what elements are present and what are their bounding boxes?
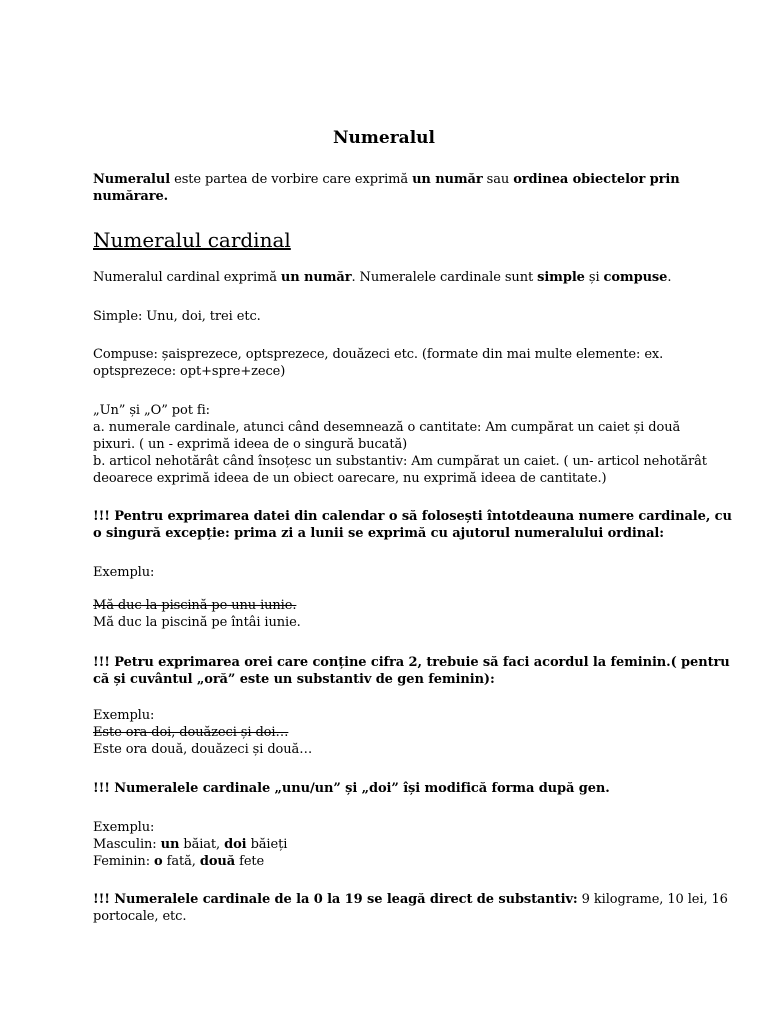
un-o-paragraph xyxy=(93,402,707,487)
rule-0-19-paragraph xyxy=(93,891,728,925)
un-o-line-5: deoarece exprimă ideea de un obiect oarecare, nu exprimă ideea de cantitate.) xyxy=(93,471,607,486)
example-date-label: Exemplu: xyxy=(93,565,155,580)
un-o-line-4: b. articol nehotărât când însoțesc un substantiv: Am cumpărat un caiet. ( un- articol nehotărât xyxy=(93,454,707,469)
example-gender xyxy=(93,819,683,870)
compuse-line-1: Compuse: șaisprezece, optsprezece, douăzeci etc. (formate din mai multe elemente: ex. xyxy=(93,347,664,362)
example-date xyxy=(93,597,683,631)
section-heading: Numeralul cardinal xyxy=(93,228,291,252)
example-date-wrong: Mă duc la piscină pe unu iunie. xyxy=(93,598,297,613)
feminin-prefix: Feminin: xyxy=(93,854,155,869)
example-gender-label: Exemplu: xyxy=(93,820,155,835)
example-hour-correct: Este ora două, douăzeci și două… xyxy=(93,742,313,757)
page-title: Numeralul xyxy=(333,128,435,148)
compuse-line-2: optsprezece: opt+spre+zece) xyxy=(93,364,286,379)
masculin-prefix: Masculin: xyxy=(93,837,161,852)
def-text-3: și xyxy=(584,270,604,285)
def-bold-3: compuse xyxy=(603,270,668,285)
intro-bold-number: un număr xyxy=(412,172,483,187)
def-bold-1: un număr xyxy=(280,270,352,285)
intro-bold-order: ordinea obiectelor prin xyxy=(513,172,680,187)
definition-paragraph xyxy=(93,269,683,286)
def-bold-2: simple xyxy=(537,270,585,285)
intro-bold-end: numărare. xyxy=(93,189,169,204)
example-date-correct: Mă duc la piscină pe întâi iunie. xyxy=(93,615,301,630)
rule-gender-paragraph: !!! Numeralele cardinale „unu/un” și „doi” își modifică forma după gen. xyxy=(93,781,610,796)
feminin-bold-1: o xyxy=(154,854,163,869)
def-text-4: . xyxy=(667,270,672,285)
example-hour-label: Exemplu: xyxy=(93,708,155,723)
rule-hour-line-2: că și cuvântul „oră” este un substantiv de gen feminin): xyxy=(93,672,495,687)
example-hour-wrong: Este ora doi, douăzeci și doi… xyxy=(93,725,289,740)
masculin-text-1: băiat, xyxy=(179,837,225,852)
intro-bold-term: Numeralul xyxy=(93,172,171,187)
masculin-bold-2: doi xyxy=(224,837,247,852)
intro-text: este partea de vorbire care exprimă xyxy=(170,172,413,187)
rule-0-19-line-2: portocale, etc. xyxy=(93,909,187,924)
feminin-text-1: fată, xyxy=(162,854,200,869)
example-hour xyxy=(93,707,683,758)
masculin-text-2: băieți xyxy=(246,837,288,852)
feminin-bold-2: două xyxy=(199,854,236,869)
intro-text-2: sau xyxy=(482,172,514,187)
rule-hour-paragraph xyxy=(93,654,730,688)
rule-date-line-1: !!! Pentru exprimarea datei din calendar o să folosești întotdeauna numere cardinale, cu xyxy=(93,509,732,524)
simple-paragraph: Simple: Unu, doi, trei etc. xyxy=(93,309,261,324)
feminin-text-2: fete xyxy=(235,854,265,869)
intro-paragraph xyxy=(93,171,683,205)
un-o-line-3: pixuri. ( un - exprimă ideea de o singură bucată) xyxy=(93,437,408,452)
def-text-1: Numeralul cardinal exprimă xyxy=(93,270,281,285)
un-o-line-2: a. numerale cardinale, atunci când desemnează o cantitate: Am cumpărat un caiet și două xyxy=(93,420,681,435)
compuse-paragraph xyxy=(93,346,683,380)
rule-0-19-text: 9 kilograme, 10 lei, 16 xyxy=(577,892,728,907)
masculin-bold-1: un xyxy=(160,837,180,852)
rule-hour-line-1: !!! Petru exprimarea orei care conține cifra 2, trebuie să faci acordul la feminin.( pentru xyxy=(93,655,730,670)
rule-date-paragraph xyxy=(93,508,732,542)
rule-date-line-2: o singură excepție: prima zi a lunii se exprimă cu ajutorul numeralului ordinal: xyxy=(93,526,664,541)
un-o-line-1: „Un” și „O” pot fi: xyxy=(93,403,210,418)
def-text-2: . Numeralele cardinale sunt xyxy=(351,270,538,285)
rule-0-19-bold: !!! Numeralele cardinale de la 0 la 19 se leagă direct de substantiv: xyxy=(93,892,578,907)
